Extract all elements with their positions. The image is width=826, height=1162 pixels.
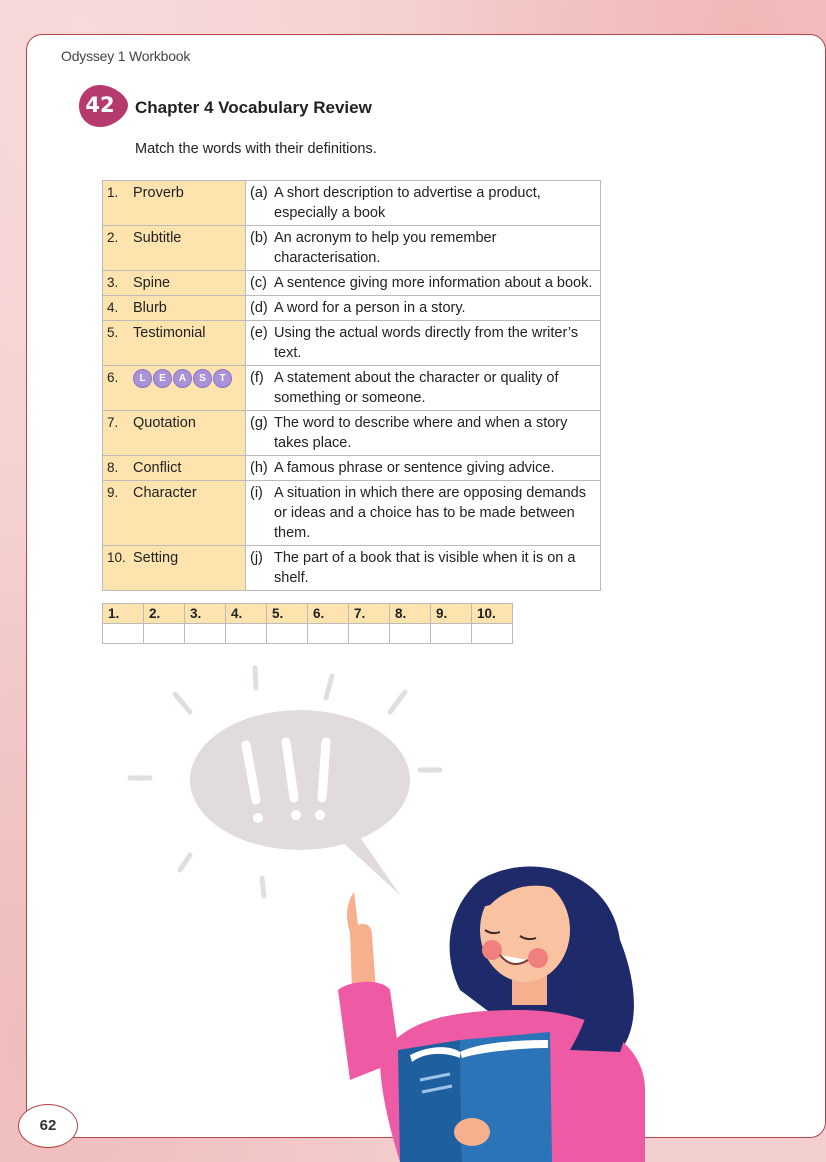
- definition-text: A short description to advertise a product, especially a book: [274, 185, 541, 221]
- word-cell: [103, 226, 246, 271]
- word-label: Subtitle: [133, 230, 182, 246]
- definition-cell: [246, 271, 601, 296]
- definition-cell: [246, 226, 601, 271]
- match-row: [103, 321, 601, 366]
- answer-cell[interactable]: [267, 624, 308, 644]
- answer-header: 10.: [472, 604, 513, 624]
- answer-header: 1.: [103, 604, 144, 624]
- answer-header: 4.: [226, 604, 267, 624]
- matching-table: [102, 180, 601, 591]
- definition-cell: [246, 456, 601, 481]
- definition-text: A sentence giving more information about a book.: [274, 275, 593, 291]
- definition-letter: (a): [250, 185, 268, 201]
- word-number: 1.: [107, 185, 119, 200]
- letter-tile: L: [133, 369, 152, 388]
- definition-letter: (f): [250, 370, 264, 386]
- definition-letter: (b): [250, 230, 268, 246]
- letter-tile: T: [213, 369, 232, 388]
- answer-cell[interactable]: [103, 624, 144, 644]
- word-cell: [103, 481, 246, 546]
- definition-letter: (h): [250, 460, 268, 476]
- word-cell: [103, 321, 246, 366]
- instruction: Match the words with their definitions.: [135, 141, 377, 157]
- word-label: Testimonial: [133, 325, 206, 341]
- definition-text: A famous phrase or sentence giving advice.: [274, 460, 555, 476]
- answer-cell[interactable]: [144, 624, 185, 644]
- answer-header: 2.: [144, 604, 185, 624]
- definition-text: Using the actual words directly from the writer’s text.: [274, 325, 579, 361]
- section-number: 42: [85, 93, 115, 117]
- answer-cell[interactable]: [390, 624, 431, 644]
- match-row: [103, 226, 601, 271]
- match-row: [103, 296, 601, 321]
- page-number: 62: [18, 1104, 78, 1148]
- definition-cell: [246, 411, 601, 456]
- answer-header: 8.: [390, 604, 431, 624]
- definition-text: The word to describe where and when a story takes place.: [274, 415, 568, 451]
- answer-header: 5.: [267, 604, 308, 624]
- answer-cell[interactable]: [308, 624, 349, 644]
- definition-text: An acronym to help you remember characterisation.: [274, 230, 497, 266]
- word-cell: [103, 271, 246, 296]
- definition-letter: (c): [250, 275, 267, 291]
- answer-grid: [102, 603, 513, 644]
- girl-reading-illustration: [100, 660, 660, 1162]
- word-cell: [103, 366, 246, 411]
- section-badge: [78, 84, 128, 126]
- match-row: [103, 271, 601, 296]
- answer-cell[interactable]: [431, 624, 472, 644]
- word-number: 9.: [107, 485, 119, 500]
- word-label: Setting: [133, 550, 179, 566]
- answer-cell[interactable]: [185, 624, 226, 644]
- answer-cell[interactable]: [349, 624, 390, 644]
- running-head: Odyssey 1 Workbook: [61, 48, 191, 64]
- word-number: 8.: [107, 460, 119, 475]
- word-number: 10.: [107, 550, 126, 565]
- word-label: Conflict: [133, 460, 182, 476]
- exclamation-speech-bubble: [190, 710, 410, 895]
- letter-tile: A: [173, 369, 192, 388]
- match-row: [103, 546, 601, 591]
- word-cell: [103, 411, 246, 456]
- answer-cell[interactable]: [472, 624, 513, 644]
- word-number: 5.: [107, 325, 119, 340]
- word-number: 4.: [107, 300, 119, 315]
- definition-letter: (j): [250, 550, 263, 566]
- match-row: [103, 181, 601, 226]
- word-cell: [103, 546, 246, 591]
- word-number: 6.: [107, 370, 119, 385]
- definition-cell: [246, 481, 601, 546]
- definition-text: The part of a book that is visible when it is on a shelf.: [274, 550, 576, 586]
- definition-cell: [246, 366, 601, 411]
- word-number: 3.: [107, 275, 119, 290]
- match-row: [103, 366, 601, 411]
- answer-cell[interactable]: [226, 624, 267, 644]
- word-number: 2.: [107, 230, 119, 245]
- definition-cell: [246, 546, 601, 591]
- definition-letter: (i): [250, 485, 263, 501]
- definition-cell: [246, 296, 601, 321]
- answer-header: 7.: [349, 604, 390, 624]
- definition-text: A statement about the character or quality of something or someone.: [274, 370, 559, 406]
- definition-cell: [246, 181, 601, 226]
- definition-cell: [246, 321, 601, 366]
- match-row: [103, 481, 601, 546]
- word-label: Proverb: [133, 185, 184, 201]
- letter-tile: E: [153, 369, 172, 388]
- word-label: Quotation: [133, 415, 196, 431]
- definition-letter: (d): [250, 300, 268, 316]
- word-cell: [103, 456, 246, 481]
- word-number: 7.: [107, 415, 119, 430]
- definition-letter: (g): [250, 415, 268, 431]
- word-label: Character: [133, 485, 197, 501]
- letter-tile: S: [193, 369, 212, 388]
- match-row: [103, 411, 601, 456]
- word-cell: [103, 181, 246, 226]
- answer-header: 9.: [431, 604, 472, 624]
- answer-header: 6.: [308, 604, 349, 624]
- section-title: Chapter 4 Vocabulary Review: [135, 98, 372, 117]
- letter-tiles: [133, 369, 232, 388]
- match-row: [103, 456, 601, 481]
- definition-letter: (e): [250, 325, 268, 341]
- word-label: Spine: [133, 275, 171, 291]
- word-cell: [103, 296, 246, 321]
- word-label: Blurb: [133, 300, 167, 316]
- definition-text: A word for a person in a story.: [274, 300, 466, 316]
- definition-text: A situation in which there are opposing demands or ideas and a choice has to be made between them.: [274, 485, 586, 541]
- answer-header: 3.: [185, 604, 226, 624]
